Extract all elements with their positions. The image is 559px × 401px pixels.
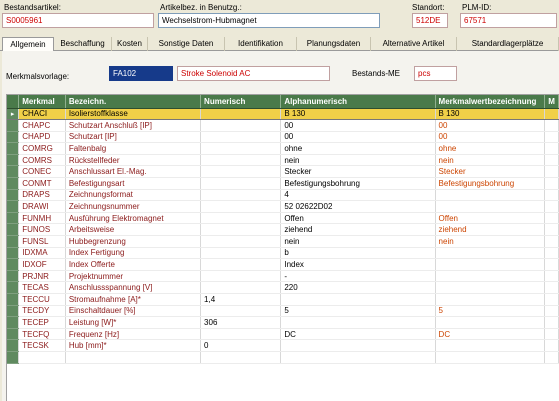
merkmal-table: [7, 95, 559, 364]
row-selector[interactable]: [7, 154, 19, 166]
table-row[interactable]: [7, 224, 559, 236]
cell-numerisch: [201, 201, 281, 213]
plm-id-field[interactable]: 67571: [460, 13, 557, 28]
cell-bezeichnung: Hubbegrenzung: [65, 236, 200, 248]
cell-numerisch: [201, 351, 281, 363]
cell-m: [545, 108, 559, 120]
cell-merkmalwertbezeichnung: Befestigungsbohrung: [435, 178, 545, 190]
cell-m: [545, 236, 559, 248]
cell-merkmal: CONMT: [19, 178, 66, 190]
cell-numerisch: [201, 131, 281, 143]
cell-bezeichnung: Schutzart Anschluß [IP]: [65, 120, 200, 132]
cell-merkmalwertbezeichnung: [435, 247, 545, 259]
table-row[interactable]: [7, 236, 559, 248]
cell-numerisch: [201, 120, 281, 132]
row-selector[interactable]: [7, 131, 19, 143]
row-selector[interactable]: [7, 189, 19, 201]
tab-beschaffung[interactable]: Beschaffung: [54, 37, 112, 51]
table-row[interactable]: [7, 131, 559, 143]
row-selector[interactable]: [7, 236, 19, 248]
cell-m: [545, 201, 559, 213]
cell-merkmal: COMRG: [19, 143, 66, 155]
cell-numerisch: [201, 305, 281, 317]
cell-merkmalwertbezeichnung: nein: [435, 236, 545, 248]
row-selector[interactable]: [7, 317, 19, 329]
table-row[interactable]: [7, 294, 559, 306]
table-row[interactable]: [7, 154, 559, 166]
row-selector[interactable]: [7, 259, 19, 271]
plm-id-label: PLM-ID:: [462, 3, 492, 12]
cell-bezeichnung: Einschaltdauer [%]: [65, 305, 200, 317]
cell-alphanumerisch: ziehend: [281, 224, 435, 236]
row-selector[interactable]: [7, 351, 19, 363]
cell-merkmal: PRJNR: [19, 270, 66, 282]
table-row[interactable]: [7, 143, 559, 155]
table-header-row: [7, 95, 559, 108]
cell-merkmal: IDXMA: [19, 247, 66, 259]
cell-merkmal: COMRS: [19, 154, 66, 166]
cell-bezeichnung: [65, 351, 200, 363]
column-header-numerisch[interactable]: Numerisch: [201, 95, 281, 108]
cell-bezeichnung: Index Fertigung: [65, 247, 200, 259]
cell-alphanumerisch: [281, 294, 435, 306]
cell-m: [545, 340, 559, 352]
cell-merkmalwertbezeichnung: [435, 259, 545, 271]
cell-m: [545, 154, 559, 166]
cell-alphanumerisch: [281, 351, 435, 363]
cell-alphanumerisch: 52 02622D02: [281, 201, 435, 213]
table-row[interactable]: [7, 120, 559, 132]
bestands-me-label: Bestands-ME: [352, 69, 401, 78]
cell-m: [545, 317, 559, 329]
table-row[interactable]: [7, 305, 559, 317]
cell-merkmal: CHACI: [19, 108, 66, 120]
cell-merkmal: TECSK: [19, 340, 66, 352]
cell-merkmal: TECAS: [19, 282, 66, 294]
cell-bezeichnung: Index Offerte: [65, 259, 200, 271]
column-header-merkmalwertbezeichnung[interactable]: Merkmalwertbezeichnung: [435, 95, 545, 108]
cell-m: [545, 328, 559, 340]
cell-numerisch: [201, 212, 281, 224]
cell-merkmal: TECFQ: [19, 328, 66, 340]
cell-m: [545, 259, 559, 271]
row-selector[interactable]: [7, 247, 19, 259]
row-selector[interactable]: [7, 166, 19, 178]
cell-m: [545, 247, 559, 259]
cell-alphanumerisch: Stecker: [281, 166, 435, 178]
row-selector-header: [7, 95, 19, 108]
cell-m: [545, 270, 559, 282]
cell-merkmalwertbezeichnung: [435, 294, 545, 306]
row-selector[interactable]: [7, 178, 19, 190]
cell-numerisch: [201, 259, 281, 271]
cell-alphanumerisch: B 130: [281, 108, 435, 120]
cell-alphanumerisch: nein: [281, 236, 435, 248]
cell-numerisch: [201, 236, 281, 248]
bestands-me-field[interactable]: pcs: [414, 66, 457, 81]
cell-merkmal: DRAPS: [19, 189, 66, 201]
cell-bezeichnung: Hub [mm]*: [65, 340, 200, 352]
cell-m: [545, 294, 559, 306]
cell-merkmalwertbezeichnung: Offen: [435, 212, 545, 224]
cell-alphanumerisch: -: [281, 270, 435, 282]
cell-bezeichnung: Schutzart [IP]: [65, 131, 200, 143]
cell-m: [545, 224, 559, 236]
cell-numerisch: [201, 166, 281, 178]
cell-merkmalwertbezeichnung: DC: [435, 328, 545, 340]
cell-numerisch: [201, 178, 281, 190]
merkmal-grid: [6, 94, 559, 401]
cell-alphanumerisch: nein: [281, 154, 435, 166]
cell-numerisch: [201, 143, 281, 155]
merkmalsvorlage-name-field[interactable]: Stroke Solenoid AC: [177, 66, 330, 81]
cell-alphanumerisch: 4: [281, 189, 435, 201]
cell-bezeichnung: Projektnummer: [65, 270, 200, 282]
cell-merkmal: [19, 351, 66, 363]
tab-kosten[interactable]: Kosten: [112, 37, 148, 51]
table-row[interactable]: [7, 108, 559, 120]
cell-merkmalwertbezeichnung: [435, 340, 545, 352]
row-selector[interactable]: [7, 270, 19, 282]
table-row[interactable]: [7, 270, 559, 282]
row-selector[interactable]: [7, 143, 19, 155]
cell-merkmal: DRAWI: [19, 201, 66, 213]
cell-alphanumerisch: DC: [281, 328, 435, 340]
cell-bezeichnung: Rückstellfeder: [65, 154, 200, 166]
cell-bezeichnung: Ausführung Elektromagnet: [65, 212, 200, 224]
column-header-bezeichnung[interactable]: Bezeichn.: [65, 95, 200, 108]
table-row[interactable]: [7, 282, 559, 294]
table-row[interactable]: [7, 166, 559, 178]
table-row[interactable]: [7, 328, 559, 340]
cell-bezeichnung: Anschlussspannung [V]: [65, 282, 200, 294]
cell-m: [545, 189, 559, 201]
cell-alphanumerisch: [281, 317, 435, 329]
cell-bezeichnung: Stromaufnahme [A]*: [65, 294, 200, 306]
cell-merkmal: IDXOF: [19, 259, 66, 271]
cell-alphanumerisch: [281, 340, 435, 352]
cell-alphanumerisch: Index: [281, 259, 435, 271]
cell-m: [545, 120, 559, 132]
cell-merkmalwertbezeichnung: ziehend: [435, 224, 545, 236]
table-row[interactable]: [7, 340, 559, 352]
table-row[interactable]: [7, 351, 559, 363]
row-selector[interactable]: [7, 120, 19, 132]
cell-merkmal: TECEP: [19, 317, 66, 329]
cell-alphanumerisch: 5: [281, 305, 435, 317]
cell-merkmal: CONEC: [19, 166, 66, 178]
cell-alphanumerisch: Befestigungsbohrung: [281, 178, 435, 190]
table-row[interactable]: [7, 247, 559, 259]
bestandsartikel-label: Bestandsartikel:: [4, 3, 61, 12]
cell-merkmal: TECDY: [19, 305, 66, 317]
cell-merkmalwertbezeichnung: [435, 351, 545, 363]
table-row[interactable]: [7, 317, 559, 329]
cell-merkmalwertbezeichnung: [435, 282, 545, 294]
cell-numerisch: [201, 108, 281, 120]
cell-alphanumerisch: ohne: [281, 143, 435, 155]
cell-merkmal: TECCU: [19, 294, 66, 306]
cell-merkmalwertbezeichnung: B 130: [435, 108, 545, 120]
table-row[interactable]: [7, 189, 559, 201]
cell-numerisch: [201, 247, 281, 259]
cell-merkmalwertbezeichnung: [435, 270, 545, 282]
cell-merkmal: CHAPD: [19, 131, 66, 143]
table-row[interactable]: [7, 201, 559, 213]
cell-numerisch: [201, 328, 281, 340]
cell-numerisch: [201, 189, 281, 201]
cell-merkmalwertbezeichnung: 00: [435, 131, 545, 143]
cell-merkmal: FUNOS: [19, 224, 66, 236]
cell-merkmalwertbezeichnung: ohne: [435, 143, 545, 155]
tab-alternative-artikel[interactable]: Alternative Artikel: [371, 37, 457, 51]
cell-merkmalwertbezeichnung: Stecker: [435, 166, 545, 178]
standort-field[interactable]: 512DE: [412, 13, 448, 28]
cell-bezeichnung: Faltenbalg: [65, 143, 200, 155]
column-header-merkmal[interactable]: Merkmal: [19, 95, 66, 108]
cell-bezeichnung: Anschlussart El.-Mag.: [65, 166, 200, 178]
cell-bezeichnung: Frequenz [Hz]: [65, 328, 200, 340]
cell-merkmalwertbezeichnung: 5: [435, 305, 545, 317]
cell-m: [545, 282, 559, 294]
artikelbez-label: Artikelbez. in Benutzg.:: [160, 3, 242, 12]
cell-numerisch: 1,4: [201, 294, 281, 306]
row-selector[interactable]: [7, 328, 19, 340]
cell-merkmalwertbezeichnung: nein: [435, 154, 545, 166]
cell-merkmalwertbezeichnung: [435, 317, 545, 329]
merkmalsvorlage-label: Merkmalsvorlage:: [6, 72, 70, 81]
cell-bezeichnung: Isolierstoffklasse: [65, 108, 200, 120]
row-selector[interactable]: [7, 294, 19, 306]
cell-m: [545, 166, 559, 178]
bestandsartikel-field[interactable]: S0005961: [2, 13, 154, 28]
tab-sonstige-daten[interactable]: Sonstige Daten: [148, 37, 225, 51]
tab-identifikation[interactable]: Identifikation: [225, 37, 297, 51]
standort-label: Standort:: [412, 3, 445, 12]
merkmalsvorlage-code-field[interactable]: FA102: [109, 66, 173, 81]
cell-bezeichnung: Zeichnungsformat: [65, 189, 200, 201]
cell-m: [545, 131, 559, 143]
table-body: [7, 108, 559, 363]
cell-alphanumerisch: Offen: [281, 212, 435, 224]
cell-numerisch: 306: [201, 317, 281, 329]
cell-bezeichnung: Zeichnungsnummer: [65, 201, 200, 213]
column-header-m[interactable]: M: [545, 95, 559, 108]
tab-standardlagerplaetze[interactable]: Standardlagerplätze: [457, 37, 559, 51]
cell-merkmalwertbezeichnung: [435, 189, 545, 201]
cell-numerisch: [201, 282, 281, 294]
cell-merkmal: FUNSL: [19, 236, 66, 248]
cell-bezeichnung: Befestigungsart: [65, 178, 200, 190]
cell-alphanumerisch: 00: [281, 131, 435, 143]
cell-m: [545, 178, 559, 190]
cell-merkmal: FUNMH: [19, 212, 66, 224]
cell-bezeichnung: Leistung [W]*: [65, 317, 200, 329]
cell-merkmalwertbezeichnung: [435, 201, 545, 213]
cell-m: [545, 143, 559, 155]
table-row[interactable]: [7, 178, 559, 190]
row-selector[interactable]: [7, 224, 19, 236]
cell-numerisch: 0: [201, 340, 281, 352]
row-selector[interactable]: ▸: [7, 108, 19, 120]
artikelbez-field[interactable]: Wechselstrom-Hubmagnet: [158, 13, 380, 28]
cell-m: [545, 351, 559, 363]
cell-bezeichnung: Arbeitsweise: [65, 224, 200, 236]
cell-alphanumerisch: b: [281, 247, 435, 259]
tab-allgemein[interactable]: Allgemein: [2, 37, 54, 52]
cell-alphanumerisch: 00: [281, 120, 435, 132]
table-row[interactable]: [7, 259, 559, 271]
cell-numerisch: [201, 224, 281, 236]
cell-merkmalwertbezeichnung: 00: [435, 120, 545, 132]
tab-planungsdaten[interactable]: Planungsdaten: [297, 37, 371, 51]
row-selector[interactable]: [7, 201, 19, 213]
table-row[interactable]: [7, 212, 559, 224]
row-selector[interactable]: [7, 282, 19, 294]
cell-m: [545, 212, 559, 224]
tab-bar: [0, 37, 559, 51]
column-header-alphanumerisch[interactable]: Alphanumerisch: [281, 95, 435, 108]
cell-merkmal: CHAPC: [19, 120, 66, 132]
row-selector[interactable]: [7, 340, 19, 352]
row-selector[interactable]: [7, 212, 19, 224]
row-selector[interactable]: [7, 305, 19, 317]
cell-alphanumerisch: 220: [281, 282, 435, 294]
cell-numerisch: [201, 154, 281, 166]
cell-numerisch: [201, 270, 281, 282]
cell-m: [545, 305, 559, 317]
